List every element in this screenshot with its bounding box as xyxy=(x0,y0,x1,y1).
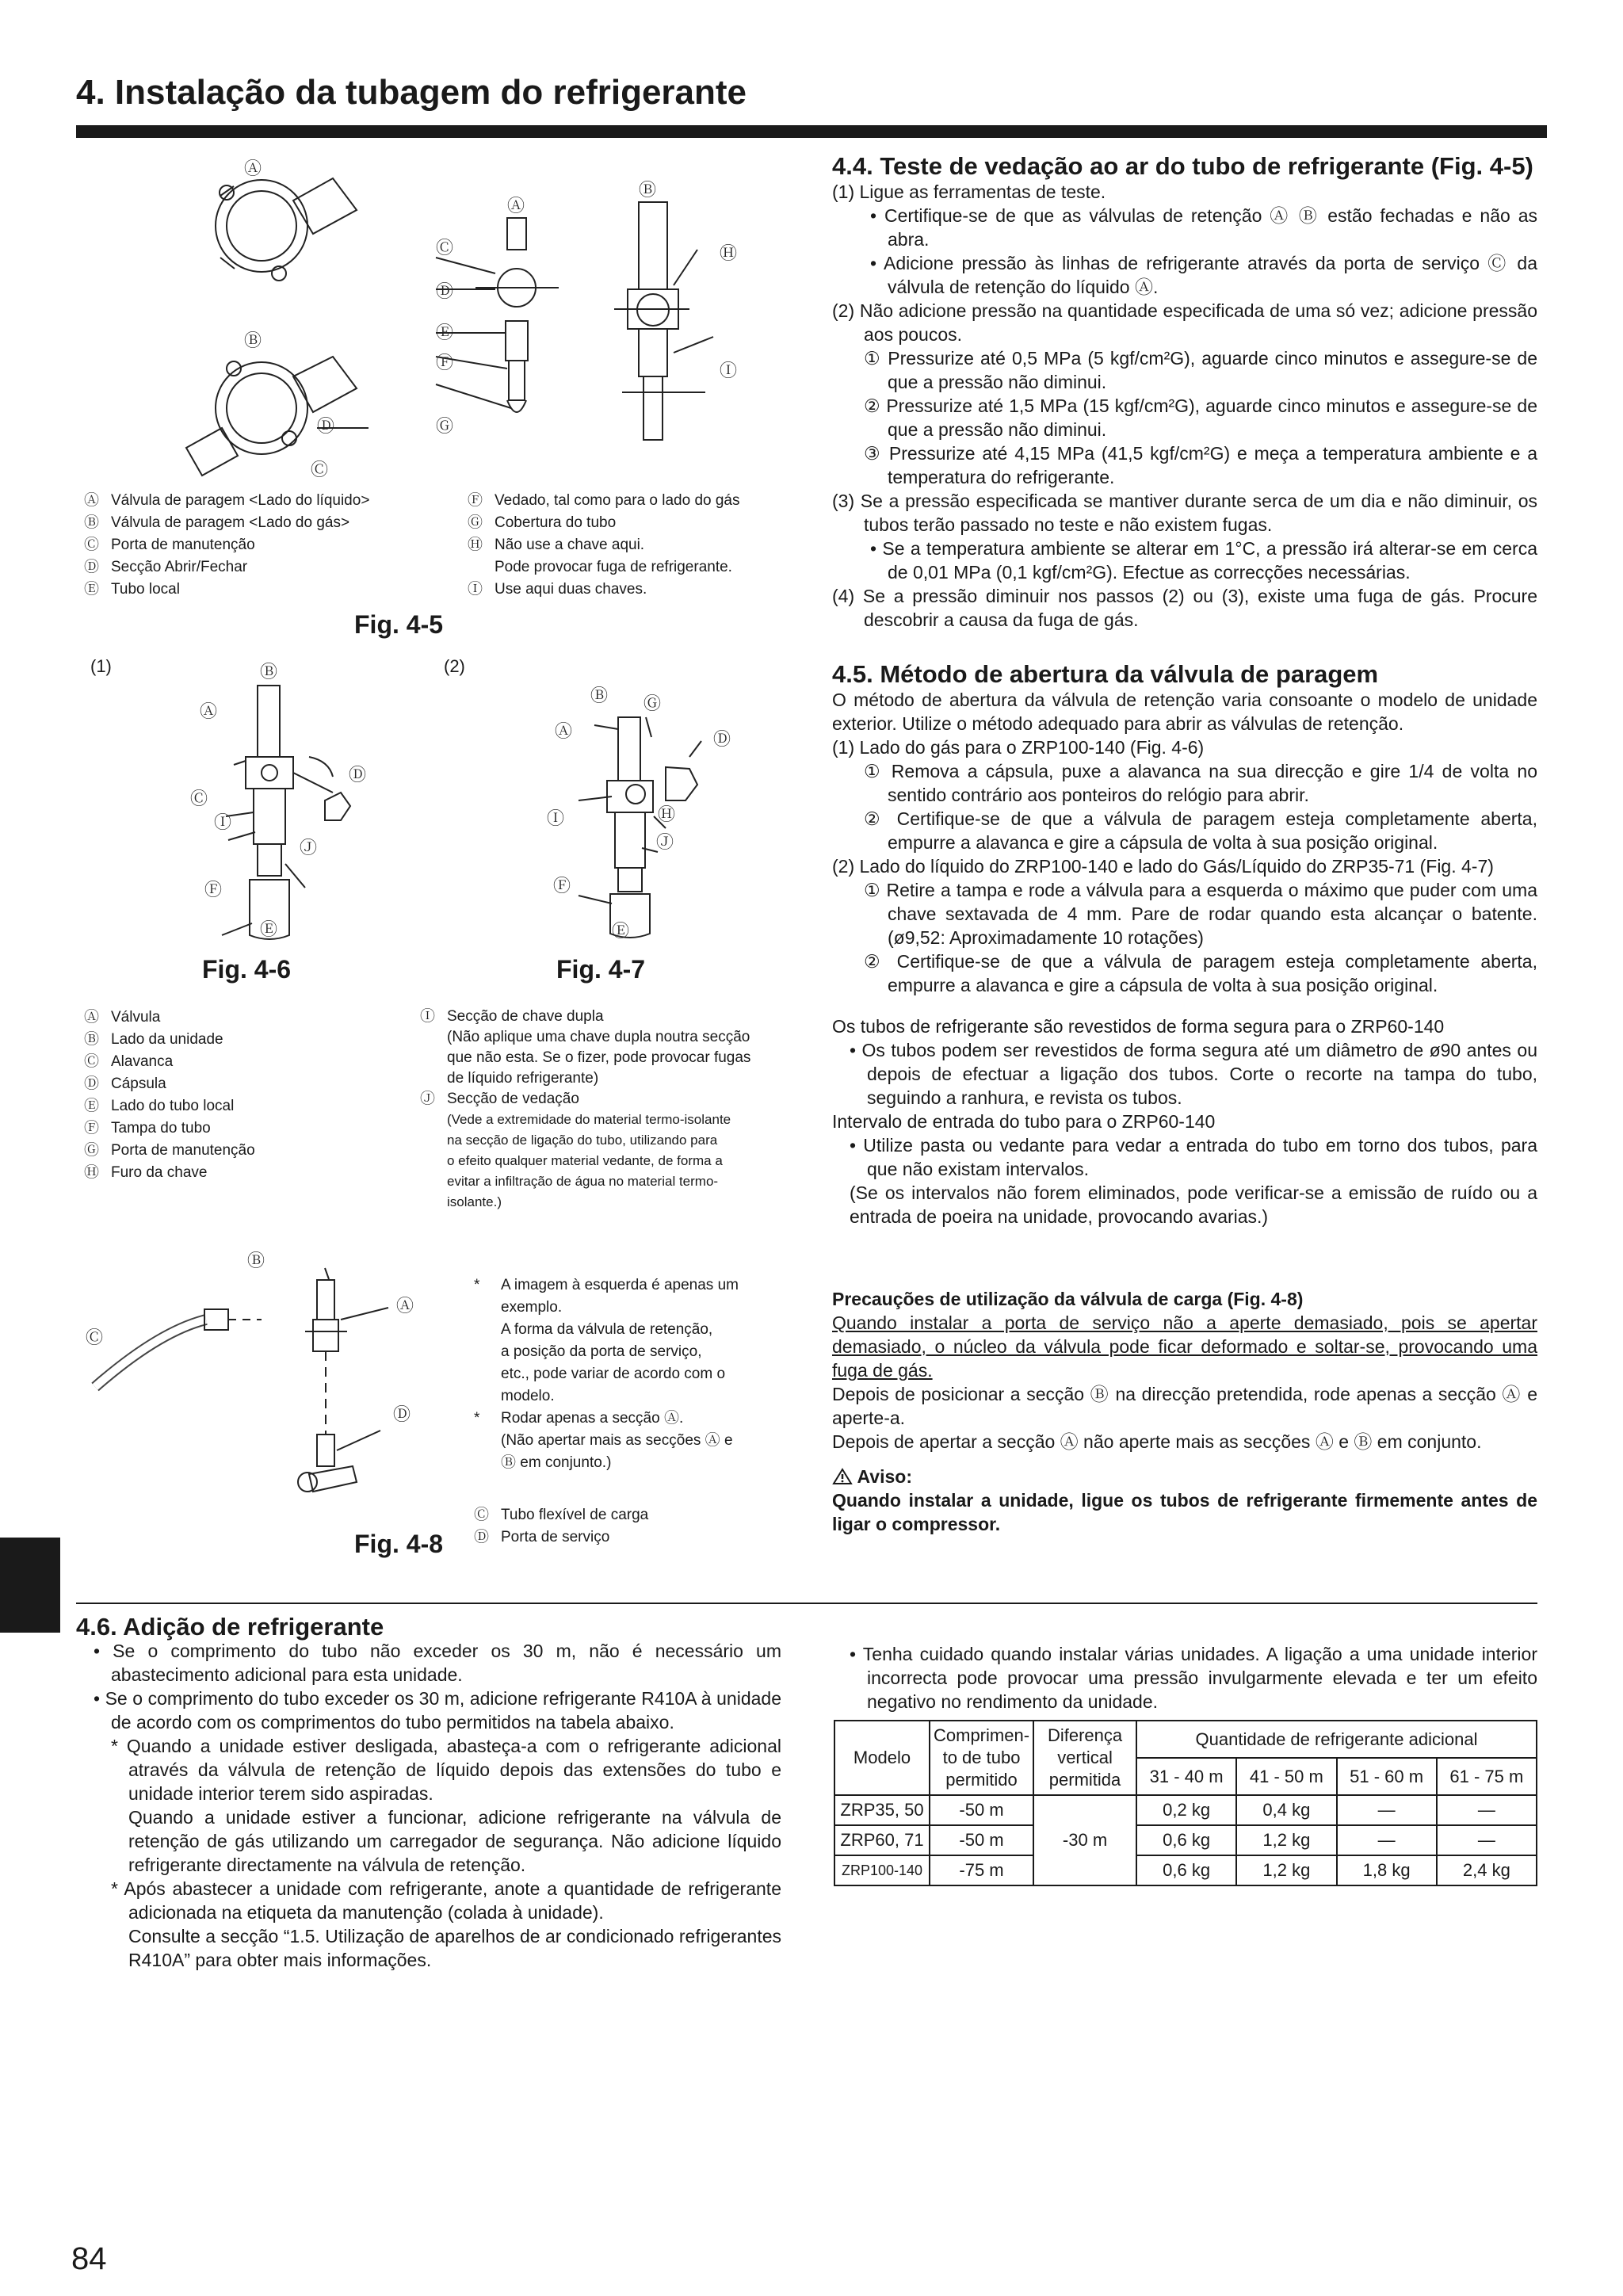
legend-item: Ⓗ Furo da chave xyxy=(84,1164,208,1181)
fig46-label-f: Ⓕ xyxy=(204,880,223,900)
fig48-label-a: Ⓐ xyxy=(396,1296,414,1316)
fig48-label-c: Ⓒ xyxy=(86,1328,104,1347)
table-header: 51 - 60 m xyxy=(1337,1758,1437,1795)
table-cell: 1,2 kg xyxy=(1236,1855,1336,1885)
bullet: • Se o comprimento do tubo não exceder os 30 m, não é necessário um abastecimento adicional para esta unidade. xyxy=(94,1641,781,1685)
note-line: * Rodar apenas a secção Ⓐ. xyxy=(474,1410,684,1427)
paragraph: (1) Lado do gás para o ZRP100-140 (Fig. 4-6) xyxy=(832,737,1205,758)
refrigerant-table xyxy=(834,1720,1537,1886)
legend-item: Ⓖ Porta de manutenção xyxy=(84,1142,255,1159)
step: ① Pressurize até 0,5 MPa (5 kgf/cm²G), aguarde cinco minutos e assegure-se de que a pressão não diminui. xyxy=(864,348,1537,392)
table-header: 61 - 75 m xyxy=(1437,1758,1537,1795)
table-header: Modelo xyxy=(834,1721,930,1795)
section-tab xyxy=(0,1538,60,1633)
paragraph: O método de abertura da válvula de retenção varia consoante o modelo de unidade exterior. Utilize o método adequado para abrir as válvulas de retenção. xyxy=(832,690,1537,734)
fig48-notes xyxy=(474,1274,739,1474)
section-4-6-title: 4.6. Adição de refrigerante xyxy=(76,1613,384,1641)
fig4647-legend-left xyxy=(84,1007,255,1184)
legend-item: Ⓘ Use aqui duas chaves. xyxy=(468,581,647,598)
bullet: • Os tubos podem ser revestidos de forma segura até um diâmetro de ø90 antes ou depois de efectuar a ligação dos tubos. Corte o recorte na tampa do tubo, seguindo a ranhura, e revista os tubos. xyxy=(850,1040,1537,1108)
legend-item: Ⓑ Válvula de paragem <Lado do gás> xyxy=(84,514,350,531)
table-cell: — xyxy=(1337,1795,1437,1825)
fig47-drawing xyxy=(539,682,777,951)
section-divider xyxy=(76,1603,1537,1604)
table-cell: 0,4 kg xyxy=(1236,1795,1336,1825)
legend-item: Ⓔ Lado do tubo local xyxy=(84,1098,235,1114)
legend-item: o efeito qualquer material vedante, de forma a xyxy=(447,1153,723,1168)
paragraph: (2) Não adicione pressão na quantidade especificada de uma só vez; adicione pressão aos poucos. xyxy=(832,300,1537,345)
fig46-label-i: Ⓘ xyxy=(214,812,232,832)
paragraph: (4) Se a pressão diminuir nos passos (2) ou (3), existe uma fuga de gás. Procure descobrir a causa da fuga de gás. xyxy=(832,586,1537,630)
fig45-legend-right xyxy=(468,490,740,601)
legend-item: Ⓓ Porta de serviço xyxy=(474,1529,610,1545)
paragraph: (2) Lado do líquido do ZRP100-140 e lado do Gás/Líquido do ZRP35-71 (Fig. 4-7) xyxy=(832,856,1494,877)
bullet: • Certifique-se de que as válvulas de retenção Ⓐ Ⓑ estão fechadas e não as abra. xyxy=(870,205,1537,250)
charge-title: Precauções de utilização da válvula de carga (Fig. 4-8) xyxy=(832,1289,1304,1309)
step: ② Certifique-se de que a válvula de paragem esteja completamente aberta, empurre a alavanca e gire a cápsula de volta à sua posição original. xyxy=(864,808,1537,853)
fig48-label-d: Ⓓ xyxy=(393,1404,411,1424)
table-cell: ZRP60, 71 xyxy=(834,1825,930,1855)
table-header: 31 - 40 m xyxy=(1136,1758,1236,1795)
section-4-4 xyxy=(832,152,1537,632)
legend-item: Ⓓ Secção Abrir/Fechar xyxy=(84,559,248,575)
table-cell: — xyxy=(1437,1795,1537,1825)
table-cell: ZRP100-140 xyxy=(834,1855,930,1885)
legend-item: Ⓐ Válvula xyxy=(84,1009,161,1026)
note-line: (Não apertar mais as secções Ⓐ e xyxy=(501,1432,733,1449)
fig46-label-j: Ⓙ xyxy=(300,838,318,858)
step: ② Pressurize até 1,5 MPa (15 kgf/cm²G), aguarde cinco minutos e assegure-se de que a pressão não diminui. xyxy=(864,395,1537,440)
fig46-label-e: Ⓔ xyxy=(260,919,278,939)
step: ② Certifique-se de que a válvula de paragem esteja completamente aberta, empurre a alavanca e gire a cápsula de volta à sua posição original. xyxy=(864,951,1537,995)
legend-item: Ⓘ Secção de chave dupla xyxy=(420,1008,604,1025)
legend-item: Ⓐ Válvula de paragem <Lado do líquido> xyxy=(84,492,370,509)
fig46-tag: (1) xyxy=(90,656,112,676)
fig47-tag: (2) xyxy=(444,656,465,676)
step: ① Retire a tampa e rode a válvula para a esquerda o máximo que puder com uma chave sextavada de 4 mm. Pare de rodar quando esta alcançar o batente. (ø9,52: Aproximadamente 10 rotações) xyxy=(864,880,1537,948)
legend-item: que não esta. Se o fizer, pode provocar fugas xyxy=(447,1049,751,1066)
table-header-row xyxy=(834,1721,1537,1758)
legend-item: Pode provocar fuga de refrigerante. xyxy=(495,559,732,575)
charge-valve-precautions xyxy=(832,1287,1537,1536)
note-line: A forma da válvula de retenção, xyxy=(501,1321,713,1338)
note: Consulte a secção “1.5. Utilização de aparelhos de ar condicionado refrigerantes R410A” para obter mais informações. xyxy=(128,1926,781,1970)
fig45-label-b1: Ⓑ xyxy=(244,330,262,350)
fig46-label-d: Ⓓ xyxy=(349,765,367,785)
section-4-5 xyxy=(832,660,1537,1228)
table-row xyxy=(834,1795,1537,1825)
fig45-caption: Fig. 4-5 xyxy=(354,610,444,639)
bullet: • Tenha cuidado quando instalar várias unidades. A ligação a uma unidade interior incorrecta pode provocar uma pressão invulgarmente elevada e ter um efeito negativo no rendimento da unidade. xyxy=(850,1644,1537,1712)
note: Quando a unidade estiver a funcionar, adicione refrigerante na válvula de retenção de gás utilizando um carregador de segurança. Não adicione líquido refrigerante directamente na válvula de retenção. xyxy=(128,1807,781,1875)
table-cell: ZRP35, 50 xyxy=(834,1795,930,1825)
legend-item: Ⓓ Cápsula xyxy=(84,1075,166,1092)
step: ① Remova a cápsula, puxe a alavanca na sua direcção e gire 1/4 de volta no sentido contrário aos ponteiros do relógio para abrir. xyxy=(864,761,1537,805)
legend-item: (Vede a extremidade do material termo-isolante xyxy=(447,1112,731,1127)
fig46-label-c: Ⓒ xyxy=(190,789,208,808)
table-cell: 1,8 kg xyxy=(1337,1855,1437,1885)
multi-unit-note xyxy=(832,1642,1537,1713)
warning-icon xyxy=(832,1468,853,1485)
charge-underline: Quando instalar a porta de serviço não a aperte demasiado, pois se apertar demasiado, o núcleo da válvula pode ficar deformado e soltar-se, provocando uma fuga de gás. xyxy=(832,1312,1537,1381)
legend-item: Ⓕ Tampa do tubo xyxy=(84,1120,211,1137)
fig45-legend-left xyxy=(84,490,369,601)
table-cell: -30 m xyxy=(1033,1795,1136,1885)
fig45-label-f2: Ⓕ xyxy=(436,353,454,372)
fig45-label-h: Ⓗ xyxy=(720,243,738,263)
table-cell: 0,2 kg xyxy=(1136,1795,1236,1825)
fig47-label-i: Ⓘ xyxy=(547,808,565,828)
paragraph: Depois de apertar a secção Ⓐ não aperte mais as secções Ⓐ e Ⓑ em conjunto. xyxy=(832,1431,1482,1452)
table-cell: -75 m xyxy=(930,1855,1033,1885)
page-title: 4. Instalação da tubagem do refrigerante xyxy=(76,73,747,112)
section-4-6 xyxy=(76,1615,781,1972)
fig46-caption: Fig. 4-6 xyxy=(202,955,292,984)
fig45-label-b2: Ⓑ xyxy=(639,180,657,200)
bullet: • Adicione pressão às linhas de refrigerante através da porta de serviço Ⓒ da válvula de retenção do líquido Ⓐ. xyxy=(870,253,1537,297)
fig48-legend xyxy=(474,1504,648,1549)
paragraph: (1) Ligue as ferramentas de teste. xyxy=(832,181,1106,202)
fig48-caption: Fig. 4-8 xyxy=(354,1530,444,1558)
table-row xyxy=(834,1855,1537,1885)
fig47-label-h: Ⓗ xyxy=(658,804,676,824)
fig48-label-b: Ⓑ xyxy=(247,1251,265,1270)
legend-item: (Não aplique uma chave dupla noutra secção xyxy=(447,1029,750,1045)
fig45-label-c1: Ⓒ xyxy=(311,460,329,479)
fig45-label-a2: Ⓐ xyxy=(507,196,525,216)
fig47-label-j: Ⓙ xyxy=(656,832,674,852)
table-cell: 1,2 kg xyxy=(1236,1825,1336,1855)
section-4-4-title: 4.4. Teste de vedação ao ar do tubo de refrigerante (Fig. 4-5) xyxy=(832,152,1533,180)
fig45-label-g2: Ⓖ xyxy=(436,416,454,436)
note-line: * A imagem à esquerda é apenas um xyxy=(474,1277,739,1293)
note-line: modelo. xyxy=(501,1388,555,1404)
fig45-drawing xyxy=(158,155,792,487)
legend-item: Ⓔ Tubo local xyxy=(84,581,180,598)
fig45-label-e2: Ⓔ xyxy=(436,323,454,342)
legend-item: Ⓒ Alavanca xyxy=(84,1053,174,1070)
table-header: Comprimen- to de tubo permitido xyxy=(930,1721,1033,1795)
bullet: • Se o comprimento do tubo exceder os 30 m, adicione refrigerante R410A à unidade de acordo com os comprimentos do tubo permitidos na tabela abaixo. xyxy=(94,1688,781,1733)
legend-item: Ⓕ Vedado, tal como para o lado do gás xyxy=(468,492,740,509)
fig46-drawing xyxy=(182,662,388,955)
fig47-label-f: Ⓕ xyxy=(553,876,571,896)
table-row xyxy=(834,1825,1537,1855)
legend-item: de líquido refrigerante) xyxy=(447,1070,599,1087)
fig47-label-d: Ⓓ xyxy=(713,729,731,749)
legend-item: isolante.) xyxy=(447,1194,502,1209)
fig47-label-g: Ⓖ xyxy=(643,693,662,713)
legend-item: evitar a infiltração de água no material termo- xyxy=(447,1174,719,1189)
paragraph: Depois de posicionar a secção Ⓑ na direcção pretendida, rode apenas a secção Ⓐ e aperte-a. xyxy=(832,1384,1537,1428)
table-cell: -50 m xyxy=(930,1825,1033,1855)
fig47-label-a: Ⓐ xyxy=(555,721,573,741)
paragraph: Intervalo de entrada do tubo para o ZRP60-140 xyxy=(832,1111,1216,1132)
table-cell: — xyxy=(1437,1825,1537,1855)
fig45-label-i: Ⓘ xyxy=(720,361,738,380)
table-header: 41 - 50 m xyxy=(1236,1758,1336,1795)
paragraph: (Se os intervalos não forem eliminados, pode verificar-se a emissão de ruído ou a entrada de poeira na unidade, provocando avarias.) xyxy=(850,1182,1537,1227)
note-line: etc., pode variar de acordo com o xyxy=(501,1366,726,1382)
legend-item: Ⓒ Tubo flexível de carga xyxy=(474,1507,649,1523)
bullet: • Utilize pasta ou vedante para vedar a entrada do tubo em torno dos tubos, para que não existam intervalos. xyxy=(850,1135,1537,1179)
legend-item: Ⓒ Porta de manutenção xyxy=(84,537,255,553)
fig4647-legend-right xyxy=(420,1007,750,1213)
table-cell: — xyxy=(1337,1825,1437,1855)
fig47-label-e: Ⓔ xyxy=(612,921,630,941)
table-cell: 2,4 kg xyxy=(1437,1855,1537,1885)
page-number: 84 xyxy=(71,2241,107,2276)
table-header: Quantidade de refrigerante adicional xyxy=(1136,1721,1537,1758)
table-cell: 0,6 kg xyxy=(1136,1855,1236,1885)
fig47-label-b: Ⓑ xyxy=(590,686,609,705)
note-line: a posição da porta de serviço, xyxy=(501,1343,702,1360)
fig45-label-d2: Ⓓ xyxy=(436,281,454,301)
table-header: Diferença vertical permitida xyxy=(1033,1721,1136,1795)
section-4-5-title: 4.5. Método de abertura da válvula de paragem xyxy=(832,660,1379,688)
table-cell: -50 m xyxy=(930,1795,1033,1825)
fig45-label-a1: Ⓐ xyxy=(244,159,262,178)
legend-item: na secção de ligação do tubo, utilizando para xyxy=(447,1133,718,1148)
warning-text: Quando instalar a unidade, ligue os tubos de refrigerante firmemente antes de ligar o compressor. xyxy=(832,1490,1537,1534)
paragraph: (3) Se a pressão especificada se mantiver durante serca de um dia e não diminuir, os tubos terão passado no teste e não existem fugas. xyxy=(832,491,1537,535)
note-line: exemplo. xyxy=(501,1299,563,1316)
legend-item: Ⓖ Cobertura do tubo xyxy=(468,514,617,531)
paragraph: Os tubos de refrigerante são revestidos de forma segura para o ZRP60-140 xyxy=(832,1016,1445,1037)
fig46-label-b: Ⓑ xyxy=(260,662,278,682)
fig47-caption: Fig. 4-7 xyxy=(556,955,646,984)
warning-title: Aviso: xyxy=(857,1466,912,1487)
table-cell: 0,6 kg xyxy=(1136,1825,1236,1855)
fig45-label-d1: Ⓓ xyxy=(317,416,335,436)
bullet: • Se a temperatura ambiente se alterar em 1°C, a pressão irá alterar-se em cerca de 0,01 MPa (0,1 kgf/cm²G). Efectue as correcções necessárias. xyxy=(870,538,1537,583)
fig48-drawing xyxy=(79,1244,444,1514)
fig46-label-a: Ⓐ xyxy=(200,701,218,721)
legend-item: Ⓗ Não use a chave aqui. xyxy=(468,537,645,553)
note-line: Ⓑ em conjunto.) xyxy=(501,1454,612,1471)
step: ③ Pressurize até 4,15 MPa (41,5 kgf/cm²G) e meça a temperatura ambiente e a temperatura do refrigerante. xyxy=(864,443,1537,487)
note: * Após abastecer a unidade com refrigerante, anote a quantidade de refrigerante adicionada na etiqueta da manutenção (colada à unidade). xyxy=(111,1878,781,1923)
title-rule xyxy=(76,125,1547,138)
legend-item: Ⓑ Lado da unidade xyxy=(84,1031,223,1048)
note: * Quando a unidade estiver desligada, abasteça-a com o refrigerante adicional através da válvula de retenção de líquido depois das extensões do tubo e unidade interior terem sido aspiradas. xyxy=(111,1736,781,1804)
fig45-label-c2: Ⓒ xyxy=(436,238,454,258)
legend-item: Ⓙ Secção de vedação xyxy=(420,1091,579,1107)
